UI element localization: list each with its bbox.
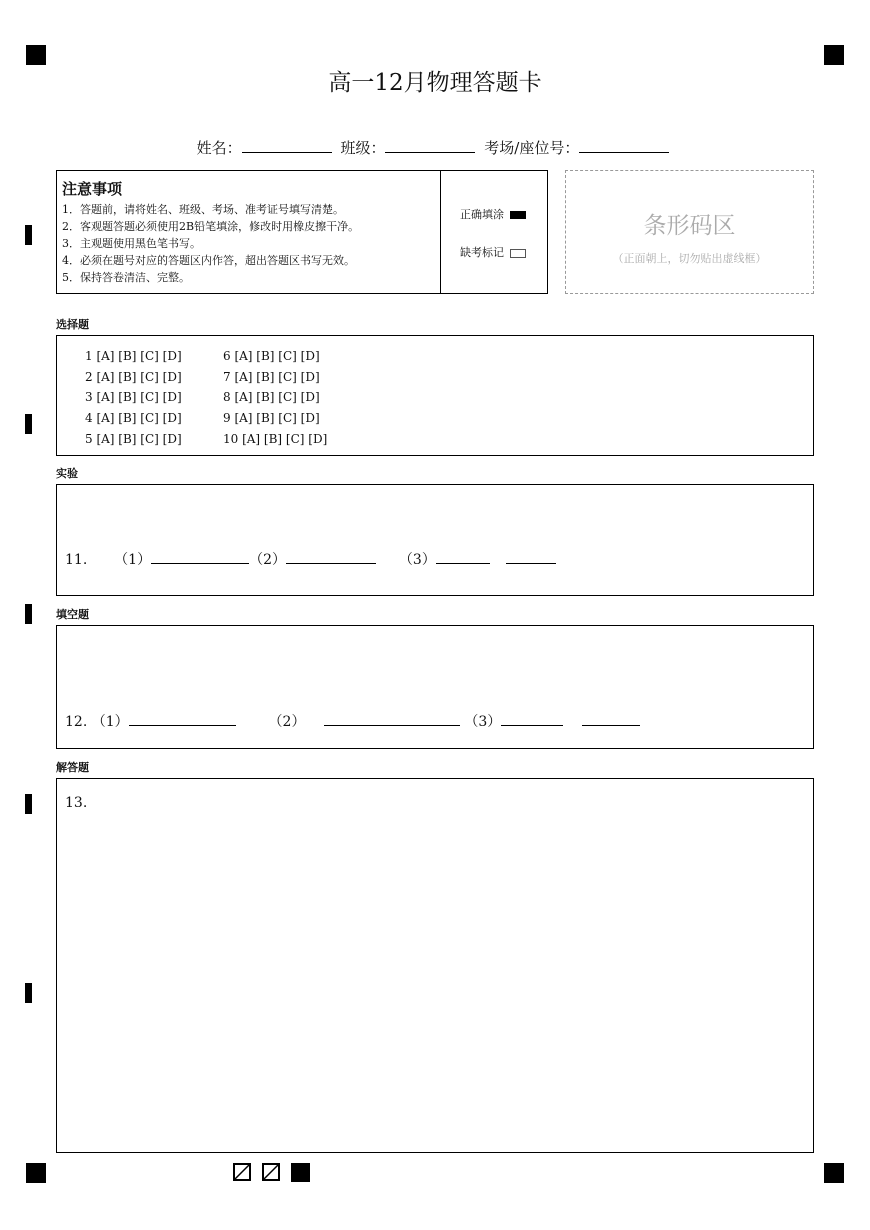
name-label: 姓名： (196, 139, 242, 157)
question-13-number: 13. (65, 795, 88, 811)
notice-item: 5．保持答卷清洁、完整。 (62, 271, 190, 284)
legend-correct (460, 206, 526, 222)
choice-row[interactable]: 4 [A] [B] [C] [D] (85, 411, 182, 426)
section-label-choice: 选择题 (56, 318, 89, 331)
timing-mark (25, 983, 32, 1003)
q11-part2-blank[interactable] (286, 549, 376, 564)
slashed-box-icon (233, 1163, 251, 1181)
q12-part1-blank[interactable] (129, 711, 236, 726)
solution-answer-box[interactable] (56, 778, 814, 1153)
notice-item: 4．必须在题号对应的答题区内作答，超出答题区书写无效。 (62, 254, 355, 267)
experiment-answer-box (56, 484, 814, 596)
choice-row[interactable]: 5 [A] [B] [C] [D] (85, 431, 182, 446)
section-label-solution: 解答题 (56, 761, 89, 774)
name-field[interactable] (242, 138, 332, 153)
choice-row[interactable]: 8 [A] [B] [C] [D] (223, 390, 320, 405)
notice-box (56, 170, 441, 294)
notice-item: 1．答题前，请将姓名、班级、考场、准考证号填写清楚。 (62, 203, 344, 216)
legend-absent (460, 244, 526, 260)
q12-part3-label: （3） (464, 714, 502, 730)
choice-row[interactable]: 3 [A] [B] [C] [D] (85, 390, 182, 405)
registration-mark-top-right (824, 45, 844, 65)
timing-mark (25, 604, 32, 624)
barcode-hint: （正面朝上，切勿贴出虚线框） (612, 252, 767, 265)
choice-answer-box (56, 335, 814, 456)
q11-part3-blank-b[interactable] (506, 549, 556, 564)
seat-field[interactable] (579, 138, 669, 153)
notice-list (62, 201, 359, 286)
class-field[interactable] (385, 138, 475, 153)
question-11-line (65, 549, 556, 569)
section-label-experiment: 实验 (56, 467, 78, 480)
filled-box-icon (510, 211, 526, 219)
choice-row[interactable]: 6 [A] [B] [C] [D] (223, 349, 320, 363)
question-12-line (65, 711, 640, 731)
choice-row[interactable]: 1 [A] [B] [C] [D] (85, 349, 182, 363)
slashed-box-icon (262, 1163, 280, 1181)
timing-mark (25, 794, 32, 814)
page-title: 高一12月物理答题卡 (328, 70, 542, 96)
choice-column-1 (85, 346, 182, 450)
section-label-fill: 填空题 (56, 608, 89, 621)
filled-box-icon (291, 1163, 310, 1182)
q11-part2-label: （2） (249, 552, 287, 568)
q12-part2-label: （2） (268, 714, 306, 730)
choice-row[interactable]: 2 [A] [B] [C] [D] (85, 369, 182, 384)
fill-legend-box (440, 170, 548, 294)
q11-part3-blank-a[interactable] (436, 549, 490, 564)
class-label: 班级： (340, 139, 386, 157)
fill-answer-box (56, 625, 814, 749)
q11-part3-label: （3） (398, 552, 436, 568)
timing-mark (25, 414, 32, 434)
student-info-row (0, 137, 870, 158)
barcode-area (565, 170, 814, 294)
barcode-title: 条形码区 (643, 213, 736, 239)
absent-box-icon[interactable] (510, 249, 526, 258)
legend-correct-label: 正确填涂 (460, 208, 504, 221)
choice-row[interactable]: 10 [A] [B] [C] [D] (223, 431, 328, 446)
q12-part3-blank-a[interactable] (501, 711, 563, 726)
registration-mark-bottom-right (824, 1163, 844, 1183)
registration-mark-top-left (26, 45, 46, 65)
q12-part2-blank[interactable] (324, 711, 460, 726)
question-12-number: 12. (65, 714, 88, 730)
notice-item: 2．客观题答题必须使用2B铅笔填涂，修改时用橡皮擦干净。 (62, 220, 360, 233)
legend-absent-label: 缺考标记 (460, 246, 504, 259)
registration-mark-bottom-left (26, 1163, 46, 1183)
question-11-number: 11. (65, 552, 88, 568)
q11-part1-label: （1） (114, 552, 152, 568)
seat-label: 考场/座位号： (484, 139, 580, 157)
choice-row[interactable]: 9 [A] [B] [C] [D] (223, 411, 320, 426)
q12-part3-blank-b[interactable] (582, 711, 640, 726)
timing-mark (25, 225, 32, 245)
notice-title: 注意事项 (62, 180, 123, 198)
q12-part1-label: （1） (91, 714, 129, 730)
q11-part1-blank[interactable] (151, 549, 249, 564)
notice-item: 3．主观题使用黑色笔书写。 (62, 237, 201, 250)
choice-row[interactable]: 7 [A] [B] [C] [D] (223, 369, 320, 384)
choice-column-2 (223, 346, 327, 450)
